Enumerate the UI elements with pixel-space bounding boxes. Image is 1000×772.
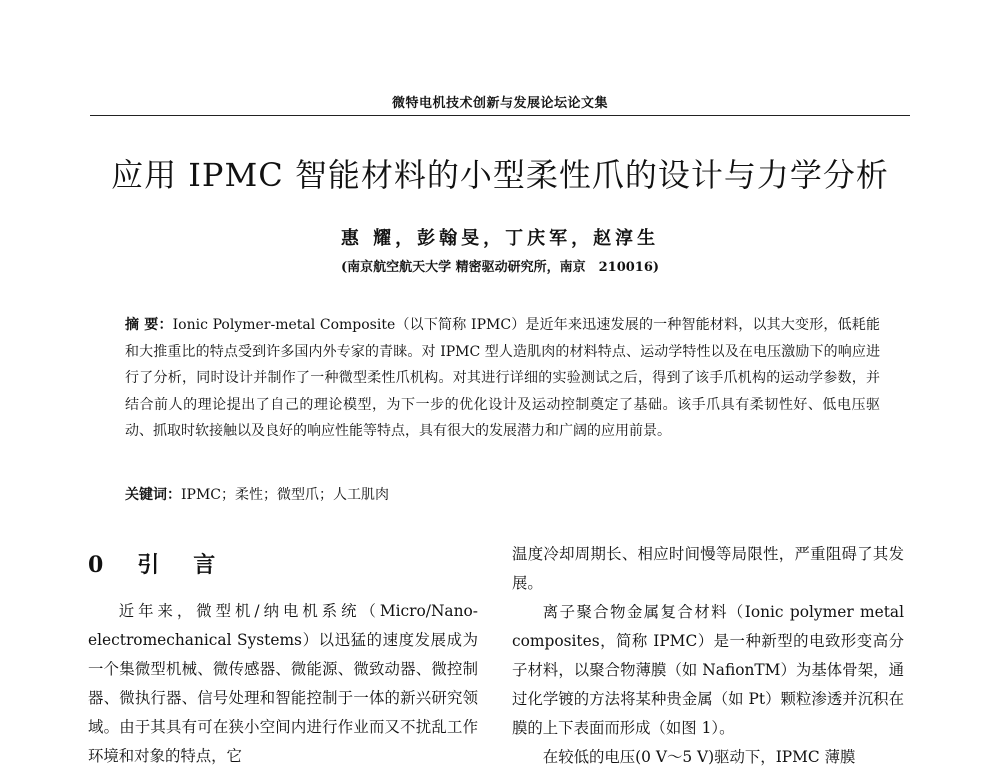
right-column [512,540,904,772]
running-head: 微特电机技术创新与发展论坛论文集 [391,96,608,111]
keywords [125,482,880,508]
author-list: 惠 耀，彭翰旻，丁庆军，赵淳生 [340,228,660,249]
section-heading: 0 引 言 [88,552,222,578]
body-paragraph: 在较低的电压(0 V～5 V)驱动下，IPMC 薄膜 [542,748,856,766]
abstract-text: Ionic Polymer-metal Composite（以下简称 IPMC）是近年来迅速发展的一种智能材料，以其大变形，低耗能和大推重比的特点受到许多国内外专家的青睐。对 IPMC 型人造肌肉的材料特点、运动学特性以及在电压激励下的响应进行了分析，同时设计并制作了一种微型柔性爪机构。对其进行详细的实验测试之后，得到了该手爪机构的运动学参数，并结合前人的理论提出了自己的理论模型，为下一步的优化设计及运动控制奠定了基础。该手爪具有柔韧性好、低电压驱动、抓取时软接触以及良好的响应性能等特点，具有很大的发展潜力和广阔的应用前景。 [125,317,880,439]
abstract-label: 摘 要： [125,317,173,333]
keywords-label: 关键词： [125,487,181,503]
body-paragraph: 近年来，微型机/纳电机系统（Micro/Nano-electromechanical Systems）以迅猛的速度发展成为一个集微型机械、微传感器、微能源、微致动器、微控制器、微执行器、信号处理和智能控制于一体的新兴研究领域。由于其具有可在狭小空间内进行作业而又不扰乱工作环境和对象的特点，它 [88,602,478,765]
body-paragraph: 离子聚合物金属复合材料（Ionic polymer metal composites，简称 IPMC）是一种新型的电致形变高分子材料，以聚合物薄膜（如 NafionTM）为基体骨架，通过化学镀的方法将某种贵金属（如 Pt）颗粒渗透并沉积在膜的上下表面而形成（如图 1）。 [512,603,904,737]
abstract [125,312,880,445]
keywords-text: IPMC；柔性；微型爪；人工肌肉 [181,487,389,503]
header-rule [90,115,910,116]
paper-title: 应用 IPMC 智能材料的小型柔性爪的设计与力学分析 [111,156,889,194]
body-paragraph-continued: 温度冷却周期长、相应时间慢等局限性，严重阻碍了其发展。 [512,545,904,592]
left-column [88,548,478,771]
affiliation: (南京航空航天大学 精密驱动研究所，南京 210016) [340,260,660,275]
